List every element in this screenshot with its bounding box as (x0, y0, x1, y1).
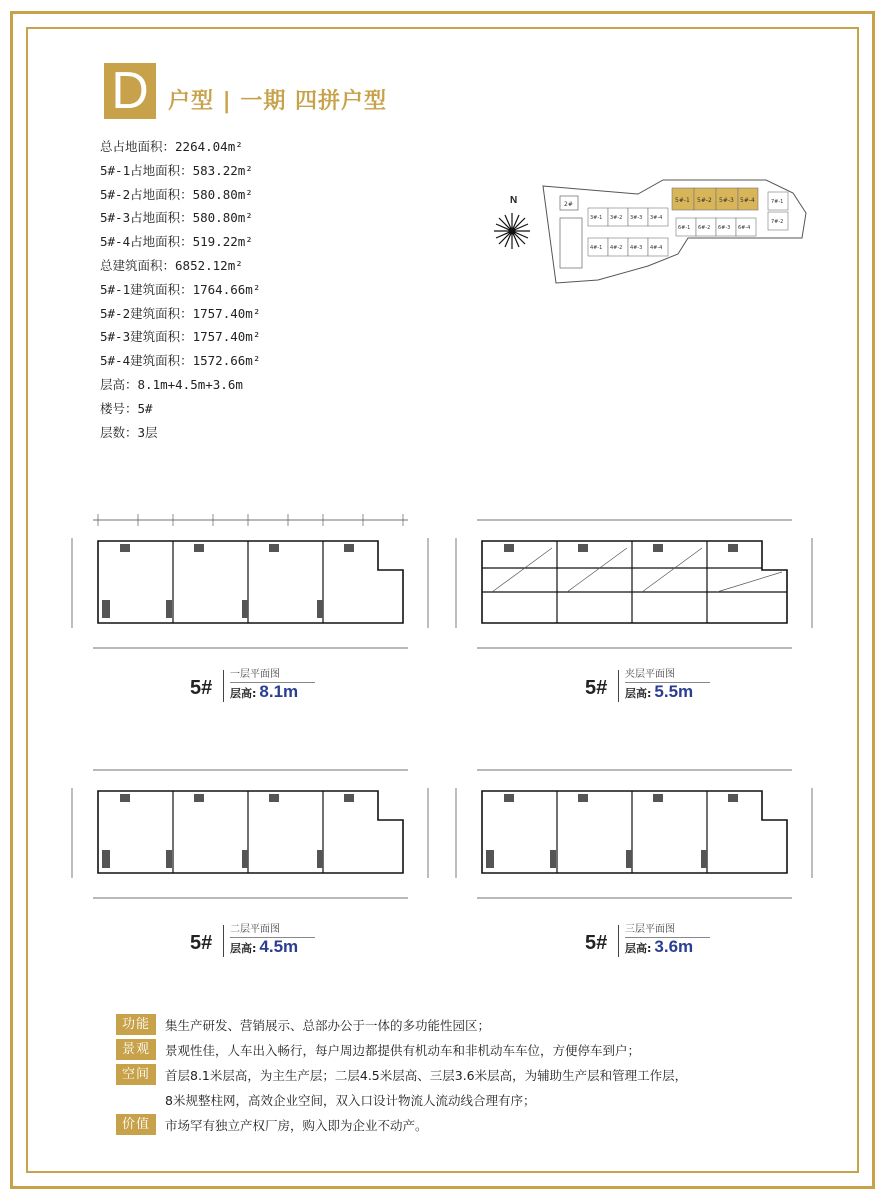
floor-height: 5.5m (654, 682, 694, 701)
svg-text:4#-3: 4#-3 (630, 245, 643, 251)
building-number: 5# (190, 677, 213, 699)
spec-5-4-building: 5#-4建筑面积：1572.66m² (100, 353, 261, 369)
spec-5-2-land: 5#-2占地面积：580.80m² (100, 186, 253, 202)
floor-name: 二层平面图 (230, 920, 315, 938)
svg-text:4#-4: 4#-4 (650, 245, 663, 251)
spec-5-3-building: 5#-3建筑面积：1757.40m² (100, 329, 261, 345)
page-title: 户型 | 一期 四拼户型 (168, 89, 388, 114)
svg-text:5#-1: 5#-1 (675, 197, 690, 204)
spec-5-1-land: 5#-1占地面积：583.22m² (100, 162, 253, 178)
feature-text: 景观性佳，人车出入畅行，每户周边都提供有机动车和非机动车车位，方便停车到户； (165, 1043, 641, 1058)
feature-text: 集生产研发、营销展示、总部办公于一体的多功能性园区； (165, 1018, 491, 1033)
feature-tag: 功能 (116, 1014, 156, 1035)
spec-building-no: 楼号：5# (100, 400, 153, 416)
floor-caption-3: 5# 三层平面图 层高: 3.6m (585, 920, 725, 960)
spec-5-4-land: 5#-4占地面积：519.22m² (100, 234, 253, 250)
floor-name: 三层平面图 (625, 920, 710, 938)
spec-5-3-land: 5#-3占地面积：580.80m² (100, 210, 253, 226)
floor-caption-mezzanine: 5# 夹层平面图 层高: 5.5m (585, 665, 725, 705)
svg-text:5#-4: 5#-4 (740, 197, 755, 204)
north-label: N (510, 195, 518, 206)
feature-text: 8米规整柱网，高效企业空间，双入口设计物流人流动线合理有序； (165, 1093, 536, 1108)
floor-plan-mezzanine (452, 508, 817, 660)
floor-plan-1 (68, 508, 433, 660)
compass-icon (494, 195, 530, 249)
spec-5-1-building: 5#-1建筑面积：1764.66m² (100, 281, 261, 297)
svg-text:6#-3: 6#-3 (718, 225, 731, 231)
type-letter-badge: D (104, 63, 156, 119)
spec-list (100, 135, 260, 444)
floor-caption-2: 5# 二层平面图 层高: 4.5m (190, 920, 330, 960)
building-number: 5# (585, 677, 608, 699)
floor-height: 4.5m (259, 937, 299, 956)
floor-name: 夹层平面图 (625, 665, 710, 683)
floor-plan-2 (68, 758, 433, 910)
spec-total-land: 总占地面积：2264.04m² (100, 139, 243, 154)
svg-text:3#-4: 3#-4 (650, 215, 663, 221)
spec-floor-count: 层数：3层 (100, 424, 158, 440)
svg-text:6#-2: 6#-2 (698, 225, 711, 231)
spec-5-2-building: 5#-2建筑面积：1757.40m² (100, 305, 261, 321)
svg-text:6#-1: 6#-1 (678, 225, 691, 231)
highlight-building-5 (672, 188, 758, 210)
svg-text:3#-3: 3#-3 (630, 215, 643, 221)
svg-text:3#-2: 3#-2 (610, 215, 623, 221)
svg-text:7#-2: 7#-2 (771, 219, 784, 225)
feature-text: 市场罕有独立产权厂房，购入即为企业不动产。 (165, 1118, 428, 1133)
floor-plan-3 (452, 758, 817, 910)
feature-tag: 价值 (116, 1114, 156, 1135)
spec-total-building: 总建筑面积：6852.12m² (100, 257, 243, 273)
spec-floor-height: 层高：8.1m+4.5m+3.6m (100, 376, 243, 392)
floor-height: 3.6m (654, 937, 694, 956)
svg-text:6#-4: 6#-4 (738, 225, 751, 231)
floor-name: 一层平面图 (230, 665, 315, 683)
svg-text:5#-3: 5#-3 (719, 197, 734, 204)
svg-text:3#-1: 3#-1 (590, 215, 603, 221)
svg-text:5#-2: 5#-2 (697, 197, 712, 204)
unit-label-2: 2# (564, 201, 573, 208)
feature-tag: 景观 (116, 1039, 156, 1060)
site-plan (488, 158, 808, 290)
building-number: 5# (585, 932, 608, 954)
feature-tag: 空间 (116, 1064, 156, 1085)
svg-text:4#-2: 4#-2 (610, 245, 623, 251)
floor-height: 8.1m (259, 682, 299, 701)
floor-caption-1: 5# 一层平面图 层高: 8.1m (190, 665, 330, 705)
svg-text:7#-1: 7#-1 (771, 199, 784, 205)
feature-text: 首层8.1米层高，为主生产层；二层4.5米层高、三层3.6米层高，为辅助生产层和管理工作层， (165, 1068, 688, 1083)
building-number: 5# (190, 932, 213, 954)
svg-text:4#-1: 4#-1 (590, 245, 603, 251)
